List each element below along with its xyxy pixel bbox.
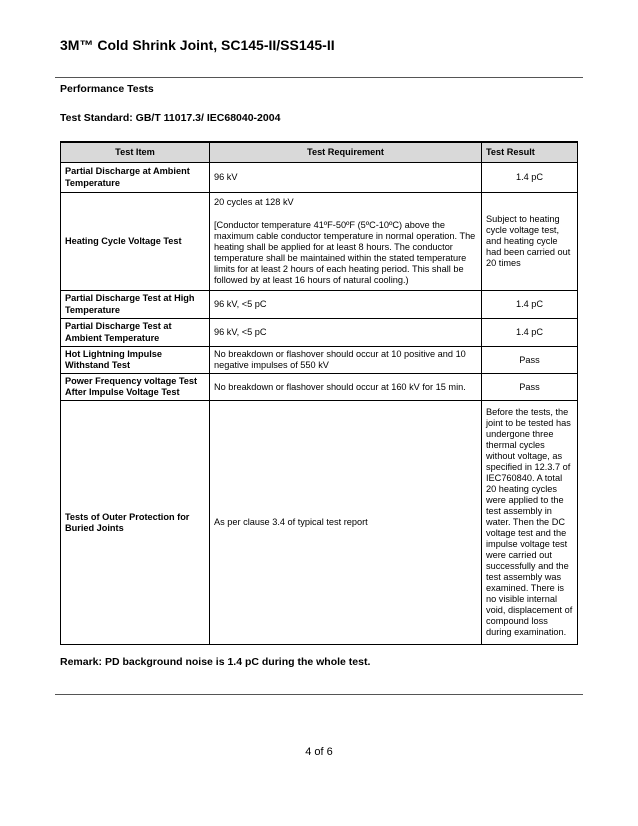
- test-result-cell: Pass: [482, 347, 578, 374]
- test-result-cell: 1.4 pC: [482, 319, 578, 347]
- table-row: [61, 401, 578, 645]
- test-result-cell: Pass: [482, 374, 578, 401]
- test-standard: Test Standard: GB/T 11017.3/ IEC68040-2004: [60, 112, 281, 124]
- table-row: [61, 193, 578, 291]
- test-item-cell: Tests of Outer Protection for Buried Joints: [61, 401, 210, 645]
- test-requirement-cell: As per clause 3.4 of typical test report: [210, 401, 482, 645]
- table-row: [61, 291, 578, 319]
- test-item-cell: Hot Lightning Impulse Withstand Test: [61, 347, 210, 374]
- requirement-summary: 20 cycles at 128 kV: [214, 196, 294, 207]
- column-header-test-item: Test Item: [61, 142, 210, 163]
- header-divider: [55, 77, 583, 78]
- document-title: 3M™ Cold Shrink Joint, SC145-II/SS145-II: [60, 37, 335, 53]
- test-item-cell: Partial Discharge Test at High Temperature: [61, 291, 210, 319]
- test-requirement-cell: No breakdown or flashover should occur at 10 positive and 10 negative impulses of 550 kV: [210, 347, 482, 374]
- column-header-test-result: Test Result: [482, 142, 578, 163]
- test-requirement-cell: 96 kV: [210, 163, 482, 193]
- column-header-test-requirement: Test Requirement: [210, 142, 482, 163]
- section-heading: Performance Tests: [60, 83, 154, 95]
- test-requirement-cell: 96 kV, <5 pC: [210, 291, 482, 319]
- test-item-cell: Partial Discharge at Ambient Temperature: [61, 163, 210, 193]
- performance-tests-table: [60, 141, 578, 645]
- requirement-detail: [Conductor temperature 41ºF-50ºF (5ºC-10ºC) above the maximum cable conductor temperature in normal operation. The heating shall be applied for at least 8 hours. The conductor temperature shall be maintained within the stated temperature limits for at least 2 hours of each heating period. This shall be followed by at least 16 hours of natural cooling.): [214, 219, 476, 286]
- test-result-cell: Subject to heating cycle voltage test, and heating cycle had been carried out 20 times: [482, 193, 578, 291]
- test-item-cell: Partial Discharge Test at Ambient Temperature: [61, 319, 210, 347]
- table-header-row: [61, 142, 578, 163]
- test-requirement-cell: [210, 193, 482, 291]
- table-row: [61, 163, 578, 193]
- table-row: [61, 319, 578, 347]
- test-result-cell: Before the tests, the joint to be tested has undergone three thermal cycles without voltage, as specified in 12.3.7 of IEC760840. A total 20 heating cycles were applied to the test assembly in water. Then the DC voltage test and the impulse voltage test were carried out successfully and the test assembly was examined. There is no visible internal void, displacement of compound loss during examination.: [482, 401, 578, 645]
- test-result-cell: 1.4 pC: [482, 163, 578, 193]
- test-item-cell: Power Frequency voltage Test After Impulse Voltage Test: [61, 374, 210, 401]
- test-item-cell: Heating Cycle Voltage Test: [61, 193, 210, 291]
- test-requirement-cell: No breakdown or flashover should occur at 160 kV for 15 min.: [210, 374, 482, 401]
- table-row: [61, 374, 578, 401]
- footer-divider: [55, 694, 583, 695]
- test-result-cell: 1.4 pC: [482, 291, 578, 319]
- remark-text: Remark: PD background noise is 1.4 pC during the whole test.: [60, 656, 371, 668]
- test-requirement-cell: 96 kV, <5 pC: [210, 319, 482, 347]
- page-number: 4 of 6: [305, 746, 333, 758]
- table-row: [61, 347, 578, 374]
